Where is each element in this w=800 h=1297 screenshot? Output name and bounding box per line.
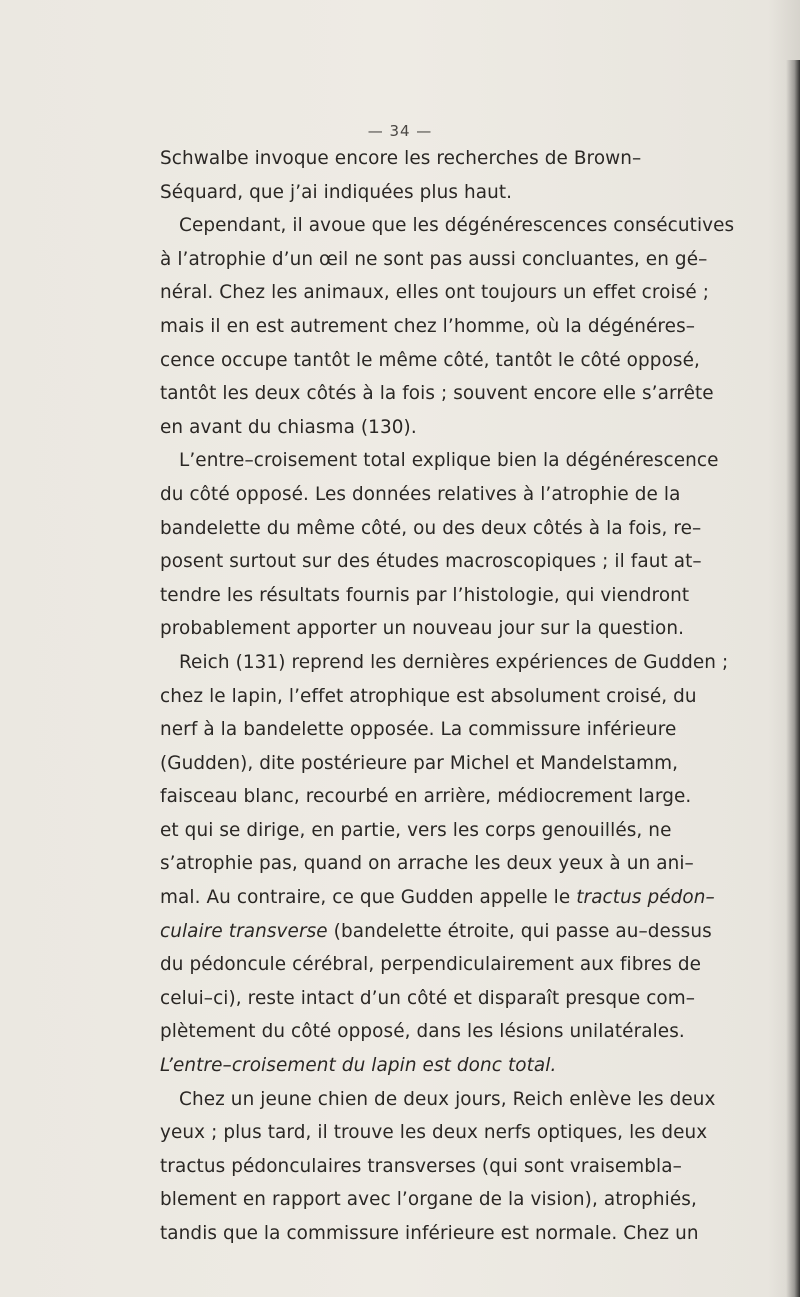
text-line: tendre les résultats fournis par l’histologie, qui viendront (160, 584, 690, 606)
text-line (160, 881, 780, 915)
text-line: plètement du côté opposé, dans les lésions unilatérales. (160, 1021, 685, 1043)
body-text (160, 142, 780, 1251)
italic-term: tractus pédon– (576, 887, 715, 909)
text-line: tantôt les deux côtés à la fois ; souvent encore elle s’arrête (160, 383, 714, 405)
text-segment: mal. Au contraire, ce que Gudden appelle le (160, 887, 577, 909)
text-line: du côté opposé. Les données relatives à l’atrophie de la (160, 483, 681, 505)
text-line: probablement apporter un nouveau jour sur la question. (160, 618, 685, 640)
text-line: Reich (131) reprend les dernières expériences de Gudden ; (179, 651, 729, 673)
text-line: (Gudden), dite postérieure par Michel et Mandelstamm, (160, 752, 679, 774)
text-line: chez le lapin, l’effet atrophique est absolument croisé, du (160, 685, 697, 707)
text-line: L’entre–croisement total explique bien la dégénérescence (179, 450, 719, 472)
page-edge-shadow (786, 60, 800, 1297)
italic-conclusion: L’entre–croisement du lapin est donc total. (160, 1055, 557, 1077)
text-line: mais il en est autrement chez l’homme, où la dégénéres– (160, 315, 696, 337)
text-line: tandis que la commissure inférieure est normale. Chez un (160, 1223, 699, 1244)
text-line: et qui se dirige, en partie, vers les corps genouillés, ne (160, 819, 672, 841)
text-line: en avant du chiasma (130). (160, 416, 417, 438)
text-line: néral. Chez les animaux, elles ont toujours un effet croisé ; (160, 282, 710, 304)
text-line: à l’atrophie d’un œil ne sont pas aussi concluantes, en gé– (160, 248, 708, 270)
text-segment: (bandelette étroite, qui passe au–dessus (327, 920, 712, 942)
text-line: celui–ci), reste intact d’un côté et disparaît presque com– (160, 987, 696, 1009)
text-line: s’atrophie pas, quand on arrache les deux yeux à un ani– (160, 853, 694, 875)
text-line: du pédoncule cérébral, perpendiculairement aux fibres de (160, 954, 702, 976)
text-line: Schwalbe invoque encore les recherches de Brown– (160, 148, 642, 169)
text-line: tractus pédonculaires transverses (qui sont vraisembla– (160, 1155, 682, 1177)
text-line: bandelette du même côté, ou des deux côtés à la fois, re– (160, 517, 702, 539)
text-line: Chez un jeune chien de deux jours, Reich enlève les deux (179, 1088, 716, 1110)
italic-term: culaire transverse (160, 920, 328, 942)
text-line: faisceau blanc, recourbé en arrière, médiocrement large. (160, 786, 692, 808)
page-number: — 34 — (367, 122, 433, 140)
text-line: yeux ; plus tard, il trouve les deux nerfs optiques, les deux (160, 1122, 708, 1144)
text-line: blement en rapport avec l’organe de la vision), atrophiés, (160, 1189, 697, 1211)
text-line: Cependant, il avoue que les dégénérescences consécutives (179, 215, 735, 237)
text-line: Séquard, que j’ai indiquées plus haut. (160, 181, 513, 203)
text-line (160, 915, 780, 949)
text-line: nerf à la bandelette opposée. La commissure inférieure (160, 719, 677, 741)
text-line: cence occupe tantôt le même côté, tantôt le côté opposé, (160, 349, 700, 371)
text-line: posent surtout sur des études macroscopiques ; il faut at– (160, 551, 702, 573)
